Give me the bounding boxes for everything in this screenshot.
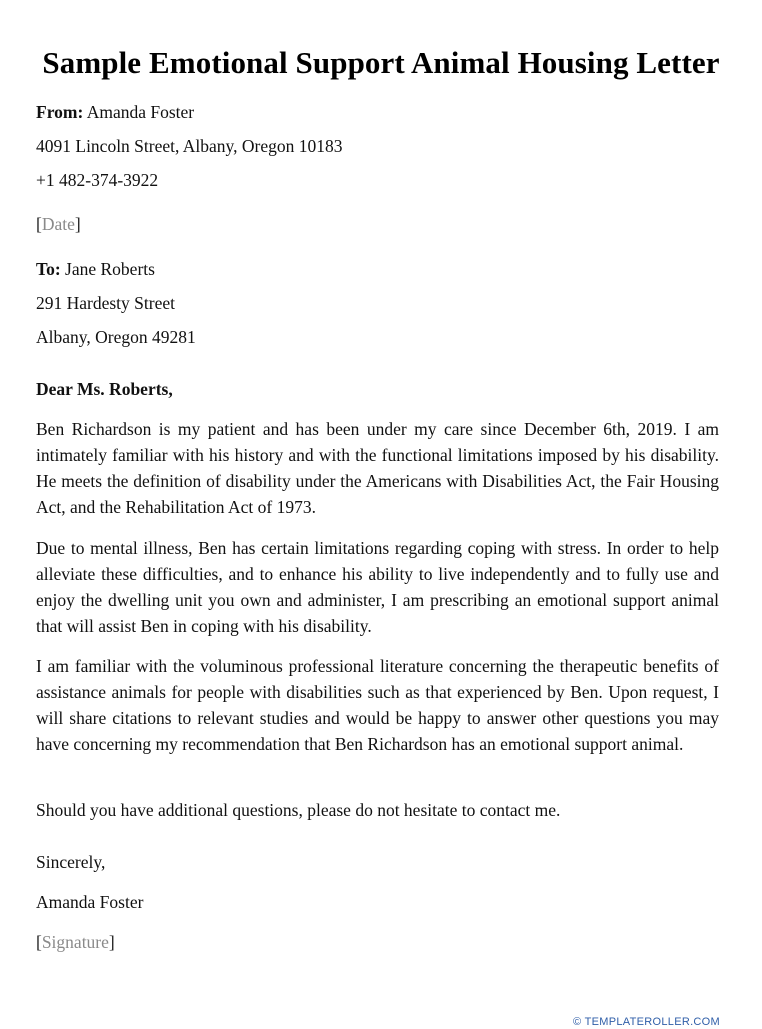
body-paragraph-3: I am familiar with the voluminous professional literature concerning the therapeutic benefits of assistance animals for people with disabilities such as that experienced by Ben. Upon request, I will share citations to relevant studies and would be happy to answer other questions you may have concerning my recommendation that Ben Richardson has an emotional support animal. xyxy=(36,656,719,754)
closing: Sincerely, xyxy=(36,852,106,872)
sender-name-line xyxy=(36,101,194,123)
signature-placeholder: Signature xyxy=(41,932,109,952)
body-paragraph-1: Ben Richardson is my patient and has been under my care since December 6th, 2019. I am intimately familiar with his history and with the functional limitations imposed by his disability. He meets the definition of disability under the Americans with Disabilities Act, the Fair Housing Act, and the Rehabilitation Act of 1973. xyxy=(36,419,719,517)
body-paragraph-2: Due to mental illness, Ben has certain limitations regarding coping with stress. In order to help alleviate these difficulties, and to enhance his ability to live independently and to fully use and enjoy the dwelling unit you own and administer, I am prescribing an emotional support animal that will assist Ben in coping with his disability. xyxy=(36,538,719,636)
sender-address: 4091 Lincoln Street, Albany, Oregon 10183 xyxy=(36,136,343,156)
signature-field: [Signature] xyxy=(36,932,115,952)
to-label: To: xyxy=(36,259,61,279)
footer-watermark[interactable]: © TEMPLATEROLLER.COM xyxy=(573,1016,720,1028)
recipient-city: Albany, Oregon 49281 xyxy=(36,327,196,347)
date-placeholder: Date xyxy=(41,214,75,234)
salutation: Dear Ms. Roberts, xyxy=(36,379,173,399)
recipient-name-line xyxy=(36,258,155,280)
recipient-street: 291 Hardesty Street xyxy=(36,293,175,313)
signer-name: Amanda Foster xyxy=(36,892,144,912)
body-paragraph-4: Should you have additional questions, please do not hesitate to contact me. xyxy=(36,800,561,820)
page-title: Sample Emotional Support Animal Housing Letter xyxy=(42,45,720,80)
sender-phone: +1 482-374-3922 xyxy=(36,170,159,190)
from-label: From: xyxy=(36,102,84,122)
date-field: [Date] xyxy=(36,214,81,234)
recipient-name: Jane Roberts xyxy=(65,259,155,279)
sender-name: Amanda Foster xyxy=(86,102,195,122)
